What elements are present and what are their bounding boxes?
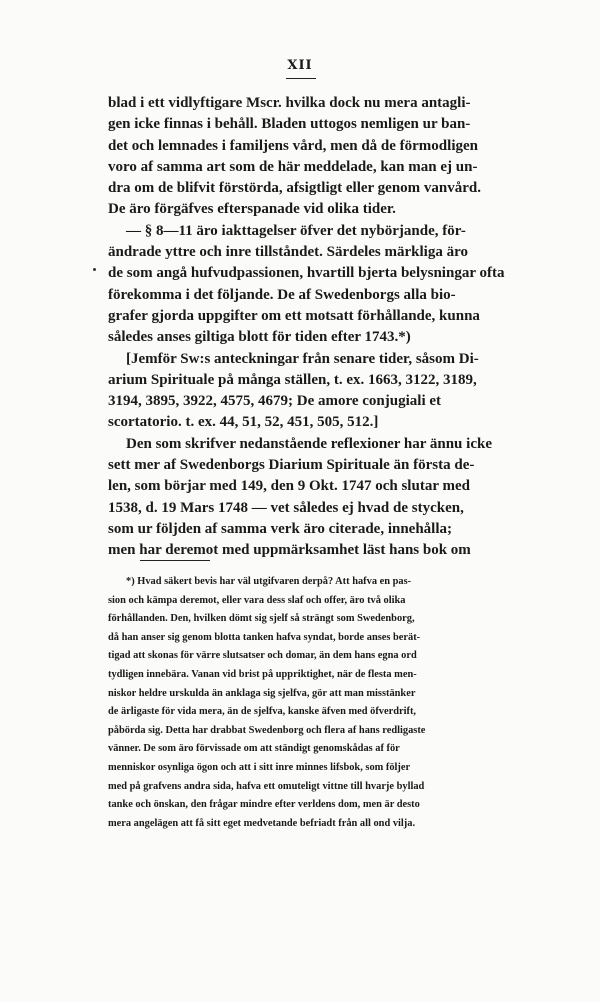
body-line: ändrade yttre och inre tillståndet. Särdeles märkliga äro: [108, 244, 468, 261]
footnote-line: med på grafvens andra sida, hafva ett omuteligt vittne till hvarje byllad: [108, 780, 425, 792]
body-line: grafer gjorda uppgifter om ett motsatt förhållande, kunna: [108, 307, 480, 324]
body-line: De äro förgäfves efterspanade vid olika tider.: [108, 201, 396, 218]
footnote-line: tigad att skonas för värre slutsatser och domar, än dem hans egna ord: [108, 650, 417, 662]
body-line: de som angå hufvudpassionen, hvartill bjerta belysningar ofta: [108, 265, 505, 282]
footnote-line: tydligen innebära. Vanan vid brist på uppriktighet, när de flesta men-: [108, 668, 417, 680]
body-line: men har deremot med uppmärksamhet läst hans bok om: [108, 542, 471, 559]
body-line: 1538, d. 19 Mars 1748 — vet således ej hvad de stycken,: [108, 499, 464, 516]
body-line: — § 8—11 äro iakttagelser öfver det nybörjande, för-: [126, 222, 466, 239]
body-line: scortatorio. t. ex. 44, 51, 52, 451, 505, 512.]: [108, 414, 379, 431]
footnote-line: mera angelägen att få sitt eget medvetande befriadt från all ond vilja.: [108, 817, 416, 829]
body-line: voro af samma art som de här meddelade, kan man ej un-: [108, 158, 478, 175]
footnote-line: tanke och önskan, den frågar mindre efter verldens dom, men är desto: [108, 799, 420, 811]
body-line: len, som börjar med 149, den 9 Okt. 1747 och slutar med: [108, 478, 470, 495]
footnote-rule: [140, 560, 210, 561]
body-line: gen icke finnas i behåll. Bladen uttogos nemligen ur ban-: [108, 116, 471, 133]
body-line: således anses giltiga blott för tiden efter 1743.*): [108, 329, 411, 346]
footnote-line: menniskor osynliga ögon och att i sitt inre minnes lifsbok, som följer: [108, 761, 411, 773]
body-line: förekomma i det följande. De af Swedenborgs alla bio-: [108, 286, 456, 303]
footnote-line: *) Hvad säkert bevis har väl utgifvaren derpå? Att hafva en pas-: [126, 576, 412, 587]
footnote-line: påbörda sig. Detta har drabbat Swedenborg och flera af hans redligaste: [108, 724, 426, 736]
footnote-line: då han anser sig genom blotta tanken hafva syndat, borde anses berät-: [108, 631, 421, 643]
footnote: [108, 573, 520, 833]
body-line: 3194, 3895, 3922, 4575, 4679; De amore conjugiali et: [108, 393, 442, 410]
footnote-line: de ärligaste för vida mera, än de sjelfva, kanske äfven med öfverdrift,: [108, 706, 417, 718]
body-line: blad i ett vidlyftigare Mscr. hvilka dock nu mera antagli-: [108, 95, 471, 111]
body-line: sett mer af Swedenborgs Diarium Spirituale än första de-: [108, 457, 475, 474]
margin-mark: [93, 268, 96, 271]
body-line: arium Spirituale på många ställen, t. ex. 1663, 3122, 3189,: [108, 371, 477, 388]
footnote-line: vänner. De som äro förvissade om att ständigt genomskådas af för: [108, 743, 400, 755]
body-line: [Jemför Sw:s anteckningar från senare tider, såsom Di-: [126, 350, 479, 367]
page-number-rule: [286, 78, 316, 79]
body-line: Den som skrifver nedanstående reflexioner har ännu icke: [126, 435, 492, 452]
body-line: dra om de blifvit förstörda, afsigtligt eller genom vanvård.: [108, 180, 482, 197]
body-text: [108, 93, 520, 562]
page-number: XII: [287, 58, 313, 73]
footnote-line: niskor heldre urskulda än anklaga sig sjelfva, gör att man misstänker: [108, 687, 416, 699]
body-line: som ur följden af samma verk äro citerade, innehålla;: [108, 520, 452, 537]
footnote-line: sion och kämpa deremot, eller vara dess slaf och offer, äro två olika: [108, 594, 406, 606]
body-line: det och lemnades i familjens vård, men då de förmodligen: [108, 137, 478, 154]
footnote-line: förhållanden. Den, hvilken dömt sig sjelf så strängt som Swedenborg,: [108, 613, 415, 625]
